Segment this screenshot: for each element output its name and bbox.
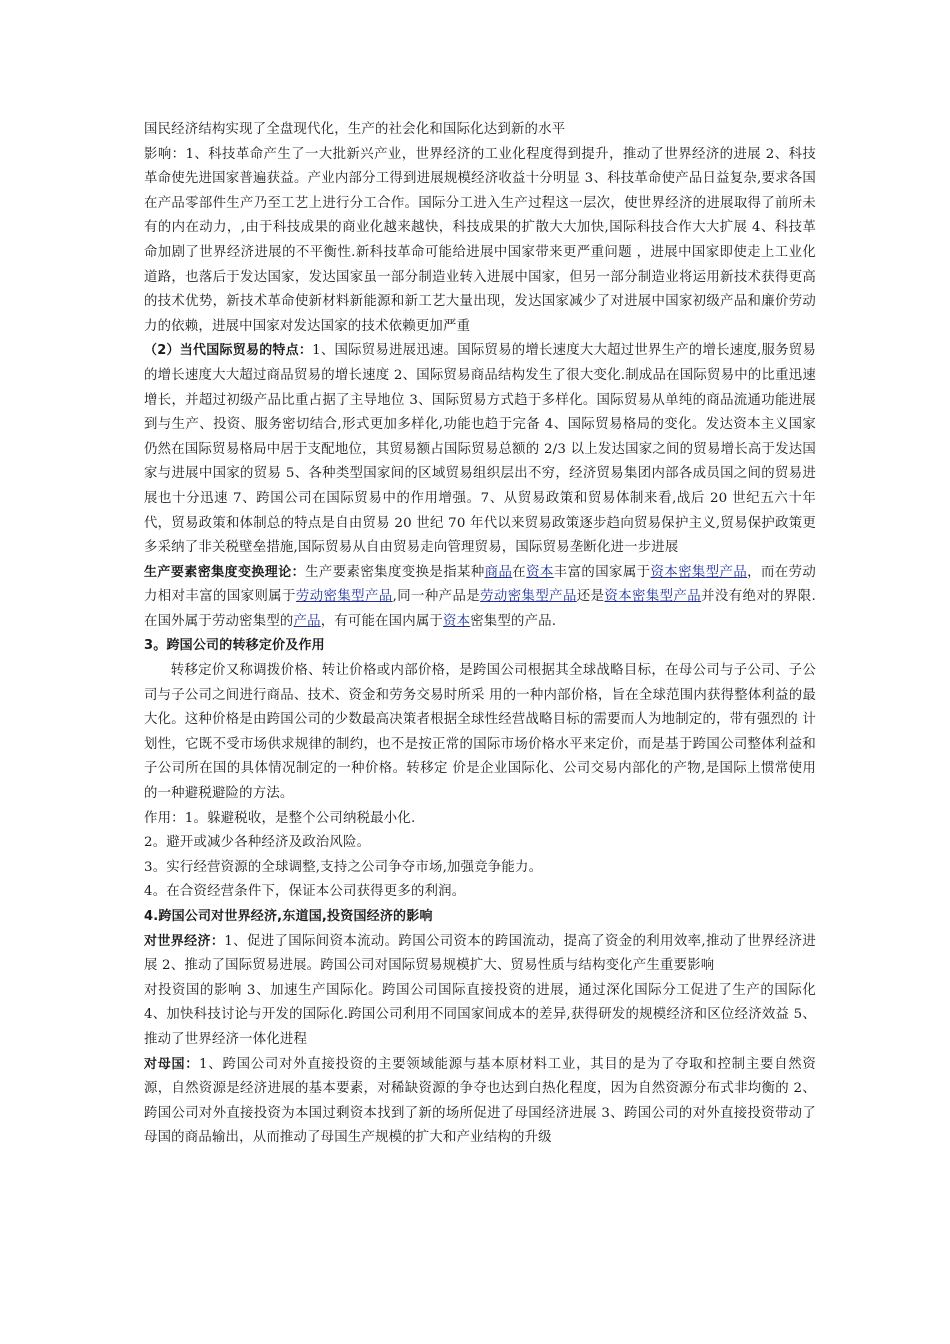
paragraph-investor-country: 对投资国的影响 3、加速生产国际化。跨国公司国际直接投资的进展，通过深化国际分工促进了生产的国际化 4、加快科技讨论与开发的国际化.跨国公司利用不同国家间成本的差异,获得研发的规模经济和区位经济效益 5、推动了世界经济一体化进程 [144, 982, 816, 1047]
heading-home-country: 对母国： [144, 1056, 200, 1072]
text-segment: 还是 [576, 589, 605, 605]
link-capital[interactable]: 资本 [443, 613, 471, 629]
link-capital[interactable]: 资本 [526, 564, 554, 580]
heading-world-economy: 对世界经济： [144, 933, 225, 949]
text-segment: ,同一种产品是 [392, 589, 481, 605]
list-item-use-4: 4。在合资经营条件下，保证本公司获得更多的利润。 [144, 884, 466, 900]
link-labor-intensive-product[interactable]: 劳动密集型产品 [295, 589, 393, 605]
document-page [144, 118, 816, 1151]
paragraph-trade-features [144, 339, 816, 560]
link-product[interactable]: 产品 [293, 613, 321, 629]
text-segment: 生产要素密集度变换是指某种 [305, 564, 485, 580]
heading-trade-features: （2）当代国际贸易的特点： [144, 343, 313, 359]
list-item-use-3: 3。实行经营资源的全球调整,支持之公司争夺市场,加强竞争能力。 [144, 859, 543, 875]
link-capital-intensive-product[interactable]: 资本密集型产品 [650, 564, 748, 580]
home-country-text: 1、跨国公司对外直接投资的主要领域能源与基本原材料工业，其目的是为了夺取和控制主要自然资源，自然资源是经济进展的基本要素，对稀缺资源的争夺也达到白热化程度，因为自然资源分布式非均衡的 2、跨国公司对外直接投资为本国过剩资本找到了新的场所促进了母国经济进展 3、跨国公司的对外直接投资带动了母国的商品输出，从而推动了母国生产规模的扩大和产业结构的升级 [144, 1056, 816, 1146]
text-segment: 丰富的国家属于 [553, 564, 651, 580]
text-segment: 并没有绝对的界限.在国外属于劳动密集型的 [144, 589, 817, 629]
text-segment: 密集型的产品. [470, 613, 557, 629]
paragraph-influence: 影响：1、科技革命产生了一大批新兴产业，世界经济的工业化程度得到提升，推动了世界经济的进展 2、科技革命使先进国家普遍获益。产业内部分工得到进展规模经济收益十分明显 3、科技革命使产品日益复杂,要求各国在产品零部件生产乃至工艺上进行分工合作。国际分工进入生产过程这一层次，使世界经济的进展取得了前所未有的内在动力，,由于科技成果的商业化越来越快，科技成果的扩散大大加快,国际科技合作大大扩展 4、科技革命加剧了世界经济进展的不平衡性.新科技革命可能给进展中国家带来更严重问题 ，进展中国家即使走上工业化道路，也落后于发达国家，发达国家虽一部分制造业转入进展中国家，但另一部分制造业将运用新技术获得更高的技术优势，新技术革命使新材料新能源和新工艺大量出现，发达国家减少了对进展中国家初级产品和廉价劳动力的依赖，进展中国家对发达国家的技术依赖更加严重 [144, 146, 816, 334]
list-item-use-1: 作用：1。躲避税收，是整个公司纳税最小化. [144, 810, 416, 826]
list-item-use-2: 2。避开或减少各种经济及政治风险。 [144, 835, 371, 851]
paragraph-structure: 国民经济结构实现了全盘现代化，生产的社会化和国际化达到新的水平 [144, 122, 566, 137]
heading-factor-intensity: 生产要素密集度变换理论： [144, 564, 306, 580]
world-economy-text: 1、促进了国际间资本流动。跨国公司资本的跨国流动，提高了资金的利用效率,推动了世界经济进展 2、推动了国际贸易进展。跨国公司对国际贸易规模扩大、贸易性质与结构变化产生重要影响 [144, 933, 816, 974]
text-segment: ，而在劳动力相对丰富的国家则属于 [144, 564, 817, 605]
text-segment: ，有可能在国内属于 [320, 613, 444, 629]
text-segment: 在 [512, 564, 527, 580]
link-capital-intensive-product[interactable]: 资本密集型产品 [604, 589, 702, 605]
paragraph-home-country [144, 1053, 816, 1151]
trade-features-text: 1、国际贸易进展迅速。国际贸易的增长速度大大超过世界生产的增长速度,服务贸易的增长速度大大超过商品贸易的增长速度 2、国际贸易商品结构发生了很大变化.制成品在国际贸易中的比重迅速增长，并超过初级产品比重占据了主导地位 3、国际贸易方式趋于多样化。国际贸易从单纯的商品流通功能进展到与生产、投资、服务密切结合,形式更加多样化,功能也趋于完备 4、国际贸易格局的变化。发达资本主义国家仍然在国际贸易格局中居于支配地位，其贸易额占国际贸易总额的 2/3 以上发达国家之间的贸易增长高于发达国家与进展中国家的贸易 5、各种类型国家间的区域贸易组织层出不穷，经济贸易集团内部各成员国之间的贸易进展也十分迅速 7、跨国公司在国际贸易中的作用增强。7、从贸易政策和贸易体制来看,战后 20 世纪五六十年代，贸易政策和体制总的特点是自由贸易 20 世纪 70 年代以来贸易政策逐步趋向贸易保护主义,贸易保护政策更多采纳了非关税壁垒措施,国际贸易从自由贸易走向管理贸易，国际贸易垄断化进一步进展 [144, 343, 817, 556]
paragraph-transfer-pricing: 转移定价又称调拨价格、转让价格或内部价格，是跨国公司根据其全球战略目标，在母公司与子公司、子公司与子公司之间进行商品、技术、资金和劳务交易时所采 用的一种内部价格，旨在全球范围内获得整体利益的最大化。这种价格是由跨国公司的少数最高决策者根据全球性经营战略目标的需要而人为地制定的，带有强烈的 计划性，它既不受市场供求规律的制约，也不是按正常的国际市场价格水平来定价，而是基于跨国公司整体利益和子公司所在国的具体情况制定的一种价格。转移定 价是企业国际化、公司交易内部化的产物,是国际上惯常使用的一种避税避险的方法。 [144, 663, 816, 802]
link-labor-intensive-product[interactable]: 劳动密集型产品 [480, 589, 577, 605]
link-commodity[interactable]: 商品 [484, 564, 513, 580]
paragraph-world-economy [144, 930, 816, 979]
heading-mnc-impact: 4.跨国公司对世界经济,东道国,投资国经济的影响 [144, 909, 433, 924]
heading-transfer-pricing: 3。跨国公司的转移定价及作用 [144, 638, 325, 654]
paragraph-factor-intensity [144, 561, 816, 635]
